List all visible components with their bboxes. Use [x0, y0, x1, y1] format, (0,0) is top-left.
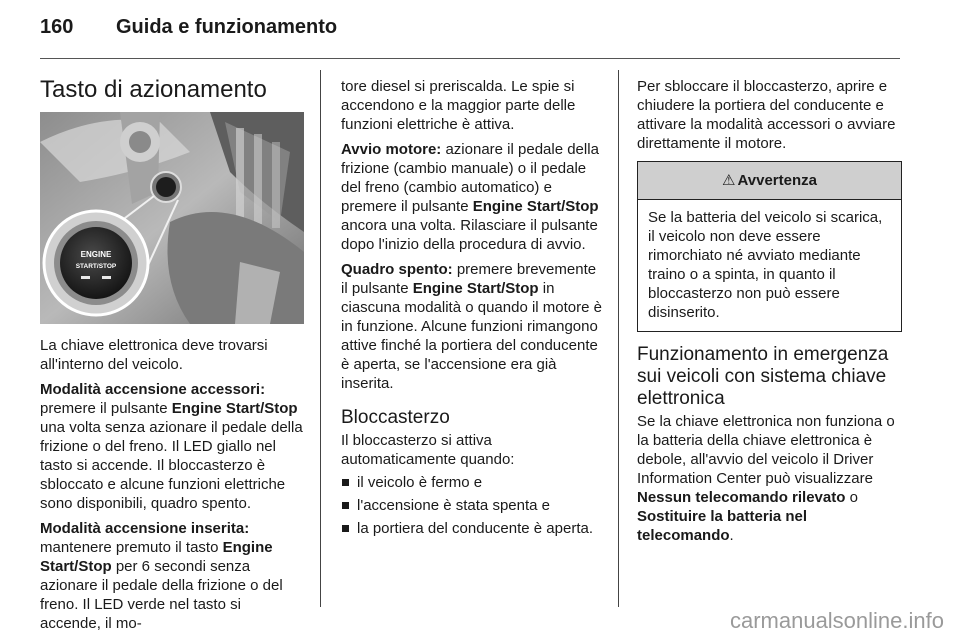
- list-item-text: il veicolo è fermo e: [357, 474, 483, 491]
- subheading-emergency: Funzionamento in emergenza sui veicoli con sistema chiave elettronica: [637, 344, 889, 409]
- paragraph: [341, 77, 603, 134]
- text: premere brevemente il pulsante: [341, 261, 597, 297]
- text: Se la chiave elettronica non funziona o la batteria della chiave elettronica è debole, all'avvio del veicolo il Driver Information Center può visualizzare: [637, 413, 895, 487]
- paragraph: [40, 380, 304, 513]
- warning-title: Avvertenza: [737, 172, 817, 189]
- text: una volta senza azionare il pedale della frizione o del freno. Il LED giallo nel tasto si accende. Il bloccasterzo è sbloccato e alcune funzioni elettriche sono disponibili, quadro spento.: [40, 419, 303, 512]
- text: per 6 secondi senza azionare il pedale della frizione o del freno. Il LED verde nel tasto si accende, il mo-: [40, 558, 283, 632]
- text: Per sbloccare il bloccasterzo, aprire e chiudere la portiera del conducente e attivare la modalità accessori o avviare direttamente il motore.: [637, 78, 896, 152]
- column-1: [40, 336, 304, 639]
- text: premere il pulsante: [40, 400, 172, 417]
- column-divider: [320, 70, 321, 607]
- control-name: Engine Start/Stop: [472, 198, 599, 215]
- dic-message: Nessun telecomando rilevato: [637, 489, 846, 506]
- paragraph: [40, 336, 304, 374]
- header-rule: [40, 58, 900, 59]
- column-3: [637, 77, 902, 551]
- list-item-text: la portiera del conducente è aperta.: [357, 520, 593, 537]
- list-item-text: l'accensione è stata spenta e: [357, 497, 550, 514]
- bullet-square-icon: [342, 479, 349, 486]
- text: Il bloccasterzo si attiva automaticamente quando:: [341, 432, 515, 468]
- control-name: Engine Start/Stop: [412, 280, 539, 297]
- column-2: [341, 77, 603, 542]
- section-title: Guida e funzionamento: [116, 16, 338, 38]
- paragraph: [637, 412, 902, 545]
- subheading-bloccasterzo: Bloccasterzo: [341, 407, 450, 428]
- warning-header: [638, 162, 901, 200]
- text: mantenere premuto il tasto: [40, 539, 223, 556]
- button-label-engine: ENGINE: [80, 250, 112, 259]
- watermark: carmanualsonline.info: [729, 608, 944, 633]
- text: azionare il pedale della frizione (cambio manuale) o il pedale del freno (cambio automatico) e premere il pulsante: [341, 141, 599, 215]
- paragraph: [341, 140, 603, 254]
- paragraph: [40, 519, 304, 633]
- control-name: Engine Start/Stop: [40, 539, 273, 575]
- warning-box: [637, 161, 902, 332]
- list-item: [341, 519, 603, 538]
- text: o: [845, 489, 858, 506]
- warning-body: Se la batteria del veicolo si scarica, il veicolo non deve essere rimorchiato né avviato mediante traino o a spinta, in quanto il bloccasterzo non può essere disinserito.: [648, 209, 883, 321]
- column-divider: [618, 70, 619, 607]
- paragraph: [341, 260, 603, 393]
- warning-triangle-icon: ⚠: [722, 172, 736, 189]
- page-number: 160: [40, 16, 74, 38]
- text: in ciascuna modalità o quando il motore è in funzione. Alcune funzioni rimangono attive finché la portiera del conducente è aperta, se l'accensione era già inserita.: [341, 280, 602, 392]
- page-header: [40, 16, 337, 39]
- paragraph: [637, 77, 902, 153]
- text: .: [729, 527, 734, 544]
- term-label: Modalità accensione accessori:: [40, 381, 266, 398]
- text: tore diesel si preriscalda. Le spie si accendono e la maggior parte delle funzioni elettriche è attiva.: [341, 78, 576, 133]
- text: La chiave elettronica deve trovarsi all'interno del veicolo.: [40, 337, 268, 373]
- engine-start-button-photo: [40, 112, 304, 324]
- list-item: [341, 496, 603, 515]
- list-item: [341, 473, 603, 492]
- term-label: Modalità accensione inserita:: [40, 520, 250, 537]
- bullet-square-icon: [342, 502, 349, 509]
- bullet-square-icon: [342, 525, 349, 532]
- paragraph: [341, 431, 603, 469]
- button-label-start-stop: START/STOP: [75, 263, 117, 270]
- term-label: Quadro spento:: [341, 261, 453, 278]
- control-name: Engine Start/Stop: [171, 400, 298, 417]
- dic-message: Sostituire la batteria nel telecomando: [637, 508, 808, 544]
- page-title: Tasto di azionamento: [40, 76, 267, 103]
- bullet-list: [341, 473, 603, 538]
- term-label: Avvio motore:: [341, 141, 442, 158]
- text: ancora una volta. Rilasciare il pulsante dopo l'inizio della procedura di avvio.: [341, 217, 598, 253]
